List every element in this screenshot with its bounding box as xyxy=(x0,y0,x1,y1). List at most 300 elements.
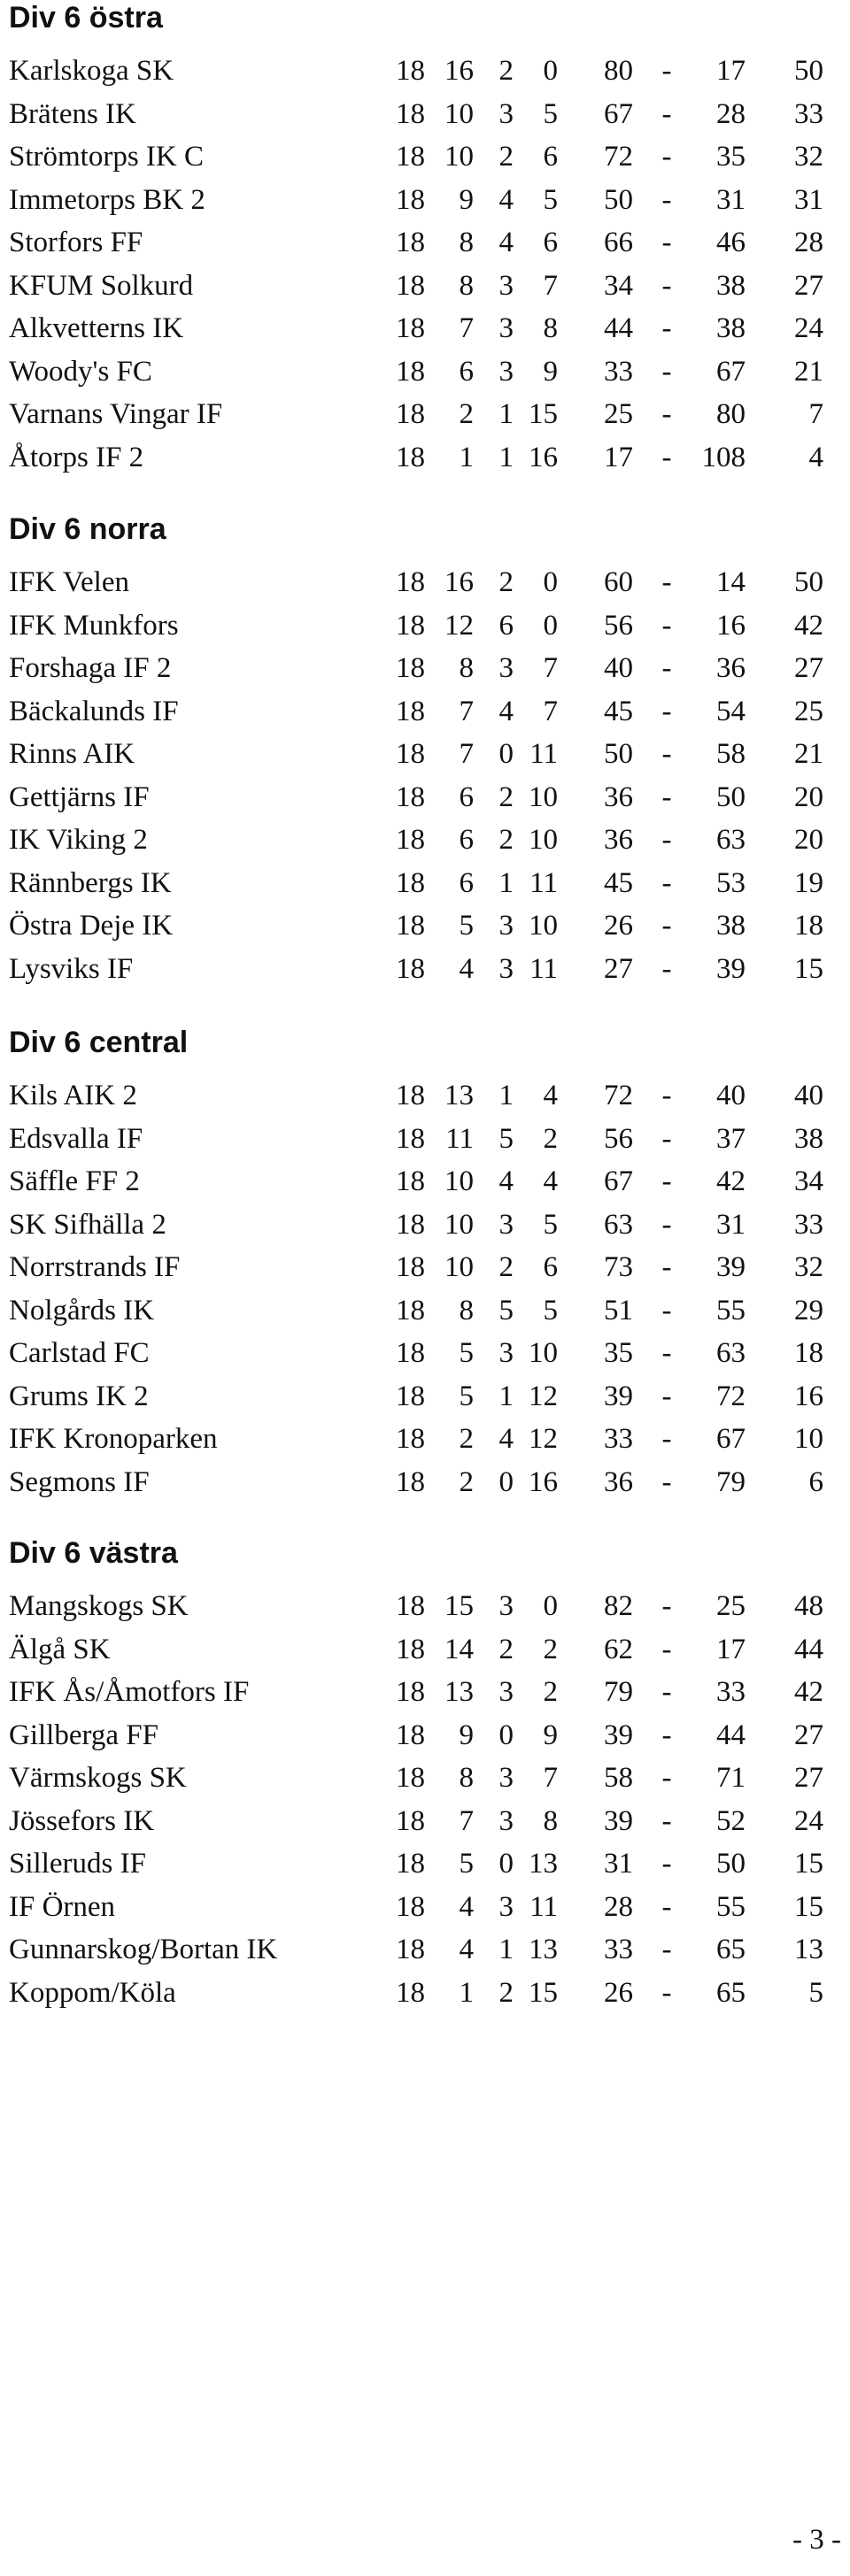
games-played: 18 xyxy=(396,269,425,302)
goals-against: 65 xyxy=(716,1976,746,2009)
wins: 8 xyxy=(459,1294,474,1326)
draws: 2 xyxy=(498,1976,514,2009)
wins: 7 xyxy=(459,312,474,344)
team-name: Strömtorps IK C xyxy=(9,141,205,173)
goals-against: 79 xyxy=(716,1465,746,1498)
goals-against: 28 xyxy=(716,97,746,130)
table-row xyxy=(9,1074,823,1117)
draws: 3 xyxy=(498,269,514,302)
points: 31 xyxy=(794,183,823,216)
wins: 5 xyxy=(459,1380,474,1412)
team-name: Silleruds IF xyxy=(9,1848,146,1880)
losses: 0 xyxy=(543,609,558,642)
draws: 3 xyxy=(498,1208,514,1241)
team-name: IFK Ås/Åmotfors IF xyxy=(9,1676,250,1708)
points: 27 xyxy=(794,652,823,684)
goals-against: 67 xyxy=(716,355,746,388)
table-row xyxy=(9,819,823,861)
goal-separator: - xyxy=(661,1633,672,1665)
points: 20 xyxy=(794,780,823,813)
draws: 2 xyxy=(498,824,514,856)
team-name: IFK Kronoparken xyxy=(9,1423,218,1455)
table-row xyxy=(9,1757,823,1799)
losses: 8 xyxy=(543,312,558,344)
losses: 4 xyxy=(543,1080,558,1111)
division-title: Div 6 östra xyxy=(9,1,163,35)
wins: 9 xyxy=(459,183,474,216)
goals-for: 58 xyxy=(604,1762,633,1794)
goals-against: 36 xyxy=(716,652,746,684)
wins: 6 xyxy=(459,824,474,856)
goals-against: 55 xyxy=(716,1294,746,1326)
goal-separator: - xyxy=(661,1080,672,1111)
table-row xyxy=(9,50,823,92)
wins: 9 xyxy=(459,1719,474,1751)
team-name: Säffle FF 2 xyxy=(9,1165,140,1197)
goal-separator: - xyxy=(661,1976,672,2009)
games-played: 18 xyxy=(396,1590,425,1622)
goals-against: 67 xyxy=(716,1423,746,1455)
losses: 12 xyxy=(529,1380,558,1412)
goal-separator: - xyxy=(661,355,672,388)
team-name: Lysviks IF xyxy=(9,952,134,985)
draws: 0 xyxy=(498,1848,514,1880)
wins: 2 xyxy=(459,1423,474,1455)
team-name: Grums IK 2 xyxy=(9,1380,149,1412)
goal-separator: - xyxy=(661,97,672,130)
goals-for: 40 xyxy=(604,652,633,684)
draws: 4 xyxy=(498,1423,514,1455)
games-played: 18 xyxy=(396,141,425,173)
goal-separator: - xyxy=(661,952,672,985)
goals-against: 39 xyxy=(716,1251,746,1283)
losses: 5 xyxy=(543,1208,558,1241)
goals-against: 14 xyxy=(716,566,746,598)
losses: 7 xyxy=(543,269,558,302)
wins: 6 xyxy=(459,355,474,388)
games-played: 18 xyxy=(396,398,425,430)
goal-separator: - xyxy=(661,1122,672,1155)
draws: 1 xyxy=(498,1080,514,1111)
goals-for: 33 xyxy=(604,355,633,388)
table-row xyxy=(9,436,823,479)
games-played: 18 xyxy=(396,97,425,130)
table-row xyxy=(9,862,823,904)
goals-for: 60 xyxy=(604,566,633,598)
goals-for: 45 xyxy=(604,866,633,899)
table-row xyxy=(9,647,823,689)
goal-separator: - xyxy=(661,1465,672,1498)
team-name: Immetorps BK 2 xyxy=(9,183,205,216)
games-played: 18 xyxy=(396,652,425,684)
draws: 3 xyxy=(498,1676,514,1708)
table-row xyxy=(9,1118,823,1160)
table-row xyxy=(9,307,823,350)
draws: 1 xyxy=(498,1934,514,1965)
goals-for: 39 xyxy=(604,1719,633,1751)
table-row xyxy=(9,1289,823,1332)
games-played: 18 xyxy=(396,780,425,813)
points: 27 xyxy=(794,1762,823,1794)
draws: 3 xyxy=(498,1762,514,1794)
points: 15 xyxy=(794,1890,823,1923)
draws: 1 xyxy=(498,441,514,473)
points: 44 xyxy=(794,1633,823,1665)
draws: 1 xyxy=(498,1380,514,1412)
points: 16 xyxy=(794,1380,823,1412)
table-row xyxy=(9,1628,823,1671)
team-name: IFK Velen xyxy=(9,566,129,598)
goals-for: 67 xyxy=(604,97,633,130)
draws: 3 xyxy=(498,1890,514,1923)
goals-for: 39 xyxy=(604,1804,633,1837)
games-played: 18 xyxy=(396,824,425,856)
team-name: Woody's FC xyxy=(9,355,152,388)
draws: 0 xyxy=(498,1465,514,1498)
losses: 15 xyxy=(529,1976,558,2009)
draws: 3 xyxy=(498,355,514,388)
goals-for: 72 xyxy=(604,1080,633,1111)
goals-against: 31 xyxy=(716,183,746,216)
team-name: Jössefors IK xyxy=(9,1804,155,1837)
goal-separator: - xyxy=(661,1380,672,1412)
games-played: 18 xyxy=(396,866,425,899)
goals-against: 71 xyxy=(716,1762,746,1794)
goals-for: 50 xyxy=(604,738,633,770)
table-row xyxy=(9,1203,823,1246)
points: 20 xyxy=(794,824,823,856)
goal-separator: - xyxy=(661,1208,672,1241)
wins: 10 xyxy=(444,141,474,173)
points: 5 xyxy=(808,1976,823,2009)
points: 19 xyxy=(794,866,823,899)
points: 18 xyxy=(794,910,823,942)
goals-against: 33 xyxy=(716,1676,746,1708)
points: 42 xyxy=(794,609,823,642)
goals-against: 54 xyxy=(716,695,746,727)
team-name: Segmons IF xyxy=(9,1465,150,1498)
table-row xyxy=(9,135,823,178)
team-name: Rännbergs IK xyxy=(9,866,172,899)
goals-for: 63 xyxy=(604,1208,633,1241)
goals-against: 38 xyxy=(716,312,746,344)
losses: 6 xyxy=(543,141,558,173)
losses: 10 xyxy=(529,1337,558,1369)
table-row xyxy=(9,1585,823,1627)
losses: 16 xyxy=(529,441,558,473)
games-played: 18 xyxy=(396,695,425,727)
points: 15 xyxy=(794,1848,823,1880)
goals-against: 46 xyxy=(716,227,746,258)
goal-separator: - xyxy=(661,1934,672,1965)
points: 13 xyxy=(794,1934,823,1965)
draws: 0 xyxy=(498,1719,514,1751)
wins: 7 xyxy=(459,695,474,727)
team-name: IFK Munkfors xyxy=(9,609,179,642)
games-played: 18 xyxy=(396,1337,425,1369)
team-name: SK Sifhälla 2 xyxy=(9,1208,166,1241)
goal-separator: - xyxy=(661,695,672,727)
team-name: Karlskoga SK xyxy=(9,55,174,87)
wins: 5 xyxy=(459,1848,474,1880)
wins: 6 xyxy=(459,866,474,899)
draws: 3 xyxy=(498,1337,514,1369)
goals-for: 17 xyxy=(604,441,633,473)
games-played: 18 xyxy=(396,1423,425,1455)
wins: 10 xyxy=(444,1208,474,1241)
points: 33 xyxy=(794,97,823,130)
games-played: 18 xyxy=(396,441,425,473)
team-name: Värmskogs SK xyxy=(9,1762,187,1794)
team-name: Östra Deje IK xyxy=(9,910,174,942)
games-played: 18 xyxy=(396,312,425,344)
division-title: Div 6 norra xyxy=(9,512,166,546)
goals-for: 62 xyxy=(604,1633,633,1665)
table-row xyxy=(9,604,823,647)
table-row xyxy=(9,1842,823,1885)
team-name: Edsvalla IF xyxy=(9,1122,143,1155)
table-row xyxy=(9,733,823,775)
points: 18 xyxy=(794,1337,823,1369)
games-played: 18 xyxy=(396,1976,425,2009)
points: 25 xyxy=(794,695,823,727)
losses: 12 xyxy=(529,1423,558,1455)
games-played: 18 xyxy=(396,1251,425,1283)
losses: 2 xyxy=(543,1122,558,1155)
goal-separator: - xyxy=(661,1676,672,1708)
wins: 16 xyxy=(444,566,474,598)
goal-separator: - xyxy=(661,1762,672,1794)
points: 27 xyxy=(794,269,823,302)
losses: 7 xyxy=(543,1762,558,1794)
goal-separator: - xyxy=(661,55,672,87)
team-name: Storfors FF xyxy=(9,227,143,258)
goals-against: 63 xyxy=(716,1337,746,1369)
wins: 10 xyxy=(444,1251,474,1283)
team-name: Älgå SK xyxy=(9,1633,111,1665)
team-name: Gunnarskog/Bortan IK xyxy=(9,1934,278,1965)
losses: 5 xyxy=(543,97,558,130)
draws: 3 xyxy=(498,652,514,684)
losses: 2 xyxy=(543,1633,558,1665)
goals-for: 72 xyxy=(604,141,633,173)
team-name: KFUM Solkurd xyxy=(9,269,194,302)
goals-for: 33 xyxy=(604,1423,633,1455)
goals-against: 38 xyxy=(716,269,746,302)
losses: 9 xyxy=(543,1719,558,1751)
goals-for: 27 xyxy=(604,952,633,985)
wins: 5 xyxy=(459,1337,474,1369)
table-row xyxy=(9,1246,823,1288)
wins: 8 xyxy=(459,227,474,258)
points: 50 xyxy=(794,566,823,598)
losses: 4 xyxy=(543,1165,558,1197)
losses: 11 xyxy=(529,738,558,770)
goals-against: 55 xyxy=(716,1890,746,1923)
table-row xyxy=(9,1375,823,1418)
points: 28 xyxy=(794,227,823,258)
games-played: 18 xyxy=(396,1633,425,1665)
goals-for: 66 xyxy=(604,227,633,258)
wins: 4 xyxy=(459,952,474,985)
goals-for: 80 xyxy=(604,55,633,87)
goals-for: 33 xyxy=(604,1934,633,1965)
goal-separator: - xyxy=(661,609,672,642)
team-name: Mangskogs SK xyxy=(9,1590,189,1622)
goals-for: 31 xyxy=(604,1848,633,1880)
goals-for: 50 xyxy=(604,183,633,216)
table-row xyxy=(9,1886,823,1928)
points: 24 xyxy=(794,1804,823,1837)
wins: 8 xyxy=(459,269,474,302)
points: 21 xyxy=(794,355,823,388)
table-row xyxy=(9,1461,823,1503)
goal-separator: - xyxy=(661,312,672,344)
losses: 9 xyxy=(543,355,558,388)
table-row xyxy=(9,1972,823,2014)
wins: 8 xyxy=(459,652,474,684)
goals-against: 108 xyxy=(701,441,746,473)
draws: 0 xyxy=(498,738,514,770)
games-played: 18 xyxy=(396,183,425,216)
games-played: 18 xyxy=(396,1676,425,1708)
games-played: 18 xyxy=(396,1465,425,1498)
goals-against: 42 xyxy=(716,1165,746,1197)
team-name: Brätens IK xyxy=(9,97,136,130)
goals-against: 17 xyxy=(716,55,746,87)
points: 21 xyxy=(794,738,823,770)
draws: 5 xyxy=(498,1122,514,1155)
draws: 2 xyxy=(498,141,514,173)
team-name: IF Örnen xyxy=(9,1890,116,1923)
goal-separator: - xyxy=(661,738,672,770)
table-row xyxy=(9,904,823,947)
goals-against: 31 xyxy=(716,1208,746,1241)
points: 15 xyxy=(794,952,823,985)
losses: 13 xyxy=(529,1848,558,1880)
games-played: 18 xyxy=(396,1934,425,1965)
draws: 1 xyxy=(498,398,514,430)
losses: 7 xyxy=(543,652,558,684)
points: 29 xyxy=(794,1294,823,1326)
wins: 6 xyxy=(459,780,474,813)
goals-against: 80 xyxy=(716,398,746,430)
losses: 13 xyxy=(529,1934,558,1965)
team-name: Nolgårds IK xyxy=(9,1294,155,1326)
team-name: Koppom/Köla xyxy=(9,1976,176,2009)
draws: 1 xyxy=(498,866,514,899)
table-row xyxy=(9,948,823,990)
table-row xyxy=(9,1714,823,1757)
table-row xyxy=(9,561,823,604)
points: 27 xyxy=(794,1719,823,1751)
losses: 7 xyxy=(543,695,558,727)
goals-for: 45 xyxy=(604,695,633,727)
wins: 14 xyxy=(444,1633,474,1665)
goals-against: 39 xyxy=(716,952,746,985)
games-played: 18 xyxy=(396,566,425,598)
games-played: 18 xyxy=(396,1122,425,1155)
wins: 13 xyxy=(444,1080,474,1111)
table-row xyxy=(9,690,823,733)
goal-separator: - xyxy=(661,398,672,430)
losses: 2 xyxy=(543,1676,558,1708)
draws: 4 xyxy=(498,1165,514,1197)
draws: 4 xyxy=(498,183,514,216)
draws: 3 xyxy=(498,1590,514,1622)
goals-for: 73 xyxy=(604,1251,633,1283)
draws: 4 xyxy=(498,695,514,727)
team-name: IK Viking 2 xyxy=(9,824,148,856)
draws: 4 xyxy=(498,227,514,258)
losses: 6 xyxy=(543,1251,558,1283)
losses: 10 xyxy=(529,824,558,856)
table-row xyxy=(9,179,823,221)
goal-separator: - xyxy=(661,1890,672,1923)
team-name: Kils AIK 2 xyxy=(9,1080,137,1111)
games-played: 18 xyxy=(396,952,425,985)
losses: 11 xyxy=(529,952,558,985)
wins: 15 xyxy=(444,1590,474,1622)
goals-for: 35 xyxy=(604,1337,633,1369)
wins: 7 xyxy=(459,1804,474,1837)
goal-separator: - xyxy=(661,1590,672,1622)
goals-for: 82 xyxy=(604,1590,633,1622)
team-name: Varnans Vingar IF xyxy=(9,398,223,430)
games-played: 18 xyxy=(396,1848,425,1880)
losses: 0 xyxy=(543,566,558,598)
goals-against: 16 xyxy=(716,609,746,642)
points: 7 xyxy=(808,398,823,430)
team-name: Gillberga FF xyxy=(9,1719,158,1751)
goals-against: 58 xyxy=(716,738,746,770)
wins: 8 xyxy=(459,1762,474,1794)
goals-for: 36 xyxy=(604,780,633,813)
losses: 8 xyxy=(543,1804,558,1837)
team-name: Forshaga IF 2 xyxy=(9,652,172,684)
goals-against: 65 xyxy=(716,1934,746,1965)
games-played: 18 xyxy=(396,1080,425,1111)
goal-separator: - xyxy=(661,1251,672,1283)
draws: 3 xyxy=(498,1804,514,1837)
table-row xyxy=(9,1671,823,1713)
draws: 6 xyxy=(498,609,514,642)
goals-for: 39 xyxy=(604,1380,633,1412)
goal-separator: - xyxy=(661,269,672,302)
wins: 5 xyxy=(459,910,474,942)
division-title: Div 6 central xyxy=(9,1026,189,1059)
goal-separator: - xyxy=(661,183,672,216)
team-name: Norrstrands IF xyxy=(9,1251,181,1283)
goals-for: 56 xyxy=(604,609,633,642)
points: 32 xyxy=(794,1251,823,1283)
team-name: Åtorps IF 2 xyxy=(9,441,144,473)
wins: 2 xyxy=(459,1465,474,1498)
goal-separator: - xyxy=(661,566,672,598)
games-played: 18 xyxy=(396,738,425,770)
team-name: Alkvetterns IK xyxy=(9,312,184,344)
goals-against: 72 xyxy=(716,1380,746,1412)
points: 32 xyxy=(794,141,823,173)
goals-against: 37 xyxy=(716,1122,746,1155)
goals-for: 44 xyxy=(604,312,633,344)
goal-separator: - xyxy=(661,910,672,942)
goals-against: 25 xyxy=(716,1590,746,1622)
goals-for: 26 xyxy=(604,910,633,942)
games-played: 18 xyxy=(396,227,425,258)
losses: 0 xyxy=(543,1590,558,1622)
table-row xyxy=(9,93,823,135)
